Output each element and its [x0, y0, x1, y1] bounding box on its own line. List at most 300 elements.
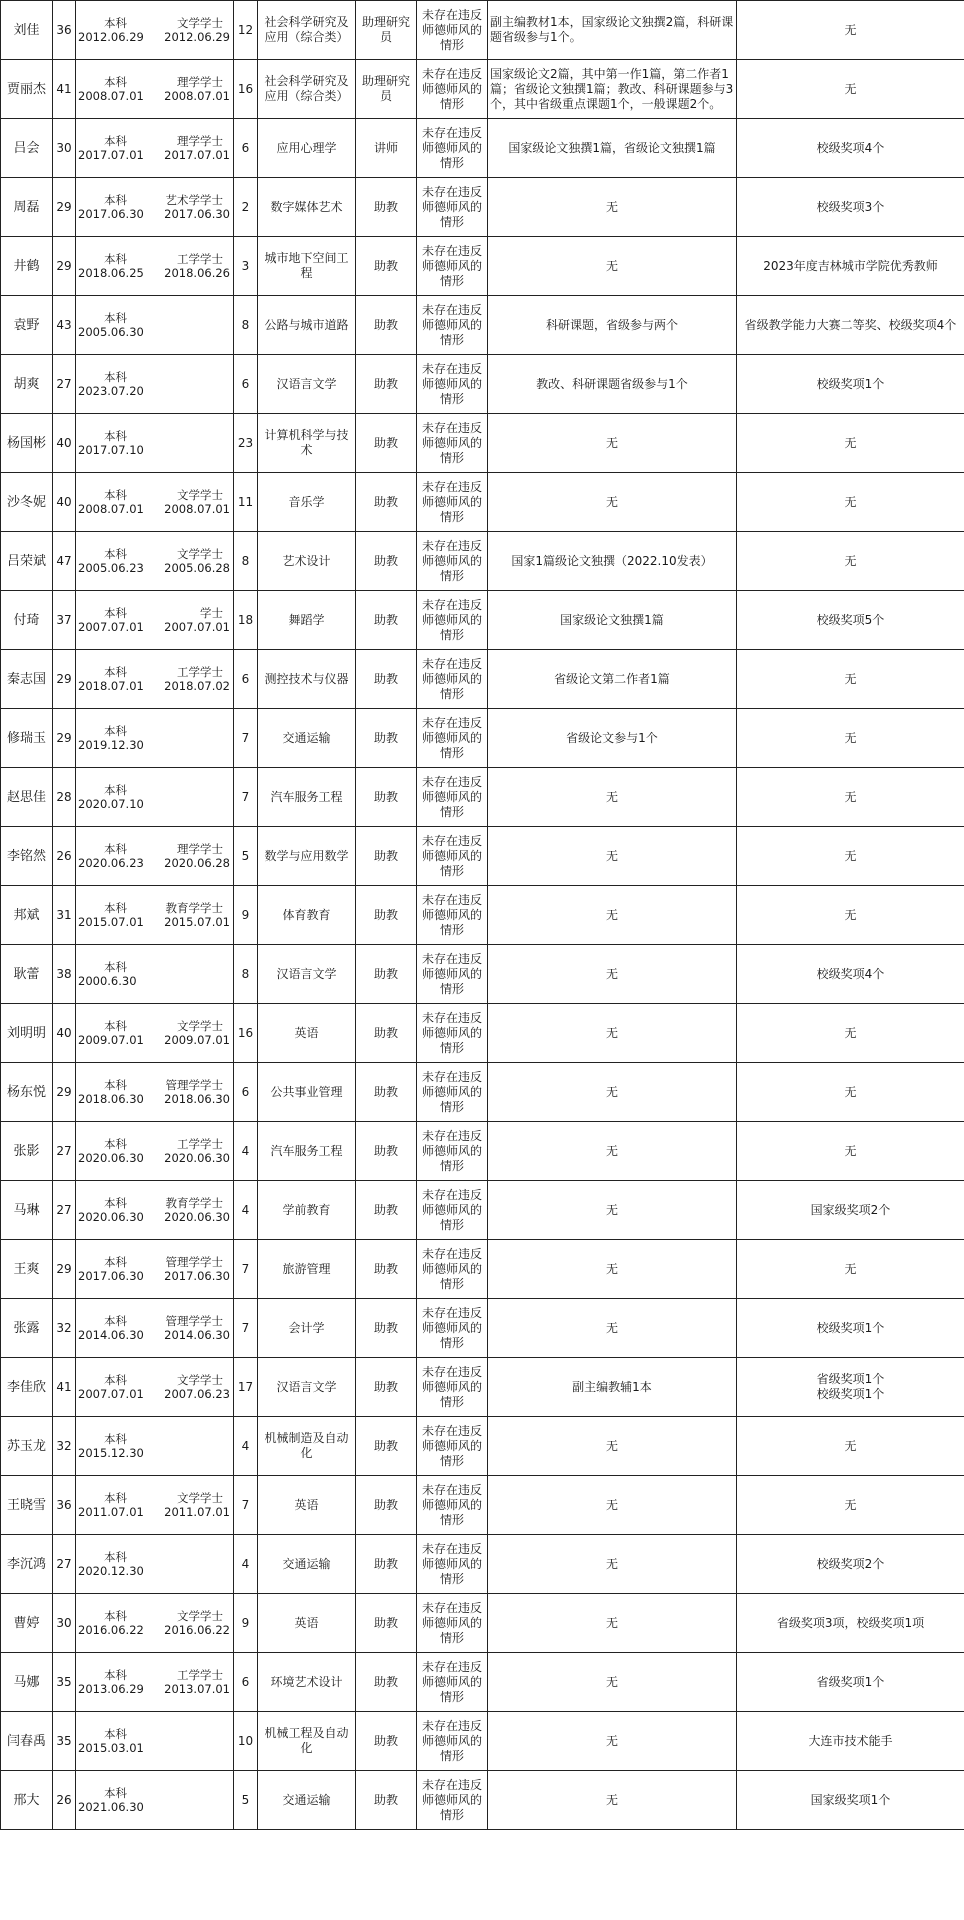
degree-level: 本科 [104, 75, 127, 89]
education-cell [76, 532, 234, 591]
years-cell: 4 [234, 1417, 258, 1476]
title-cell: 助教 [356, 473, 417, 532]
table-row [1, 1535, 964, 1594]
graduation-date: 2018.07.01 [78, 679, 144, 693]
age-cell: 27 [53, 1535, 76, 1594]
education-cell [76, 945, 234, 1004]
degree-level: 本科 [104, 960, 127, 974]
name-cell: 王晓雪 [1, 1476, 53, 1535]
degree-level: 本科 [104, 1373, 127, 1387]
education-cell [76, 886, 234, 945]
education-cell [76, 709, 234, 768]
degree-date: 2018.06.26 [164, 266, 230, 280]
research-cell: 无 [488, 1476, 737, 1535]
degree-type: 文学学士 [177, 488, 223, 502]
ethics-cell: 未存在违反师德师风的情形 [417, 1, 488, 60]
years-cell: 4 [234, 1122, 258, 1181]
years-cell: 8 [234, 945, 258, 1004]
degree-type: 学士 [200, 606, 223, 620]
degree-type: 教育学学士 [165, 901, 223, 915]
degree-level: 本科 [104, 1019, 127, 1033]
awards-cell: 2023年度吉林城市学院优秀教师 [737, 237, 964, 296]
table-row [1, 591, 964, 650]
title-cell: 讲师 [356, 119, 417, 178]
degree-date: 2015.07.01 [164, 915, 230, 929]
degree-level: 本科 [104, 1314, 127, 1328]
table-row [1, 1594, 964, 1653]
awards-cell: 校级奖项5个 [737, 591, 964, 650]
title-cell: 助教 [356, 1712, 417, 1771]
major-cell: 数学与应用数学 [258, 827, 356, 886]
graduation-date: 2017.07.10 [78, 443, 144, 457]
table-row [1, 1476, 964, 1535]
table-row [1, 532, 964, 591]
awards-cell: 省级奖项1个 [737, 1653, 964, 1712]
age-cell: 41 [53, 60, 76, 119]
research-cell: 无 [488, 1004, 737, 1063]
years-cell: 5 [234, 827, 258, 886]
age-cell: 41 [53, 1358, 76, 1417]
research-cell: 无 [488, 827, 737, 886]
degree-date: 2020.06.28 [164, 856, 230, 870]
major-cell: 汽车服务工程 [258, 1122, 356, 1181]
degree-level: 本科 [104, 429, 127, 443]
research-cell: 国家级论文独撰1篇 [488, 591, 737, 650]
degree-type: 管理学学士 [165, 1078, 223, 1092]
years-cell: 16 [234, 60, 258, 119]
age-cell: 43 [53, 296, 76, 355]
graduation-date: 2020.12.30 [78, 1564, 144, 1578]
graduation-date: 2017.06.30 [78, 207, 144, 221]
ethics-cell: 未存在违反师德师风的情形 [417, 414, 488, 473]
age-cell: 36 [53, 1, 76, 60]
graduation-date: 2007.07.01 [78, 1387, 144, 1401]
degree-level: 本科 [104, 665, 127, 679]
graduation-date: 2015.12.30 [78, 1446, 144, 1460]
major-cell: 艺术设计 [258, 532, 356, 591]
degree-level: 本科 [104, 842, 127, 856]
major-cell: 汉语言文学 [258, 355, 356, 414]
degree-level: 本科 [104, 488, 127, 502]
name-cell: 杨国彬 [1, 414, 53, 473]
degree-type: 教育学学士 [165, 1196, 223, 1210]
name-cell: 修瑞玉 [1, 709, 53, 768]
major-cell: 学前教育 [258, 1181, 356, 1240]
degree-type: 理学学士 [177, 134, 223, 148]
education-cell [76, 414, 234, 473]
years-cell: 7 [234, 1476, 258, 1535]
years-cell: 7 [234, 1240, 258, 1299]
education-cell [76, 355, 234, 414]
degree-date: 2012.06.29 [164, 30, 230, 44]
name-cell: 马娜 [1, 1653, 53, 1712]
awards-cell: 省级奖项3项，校级奖项1项 [737, 1594, 964, 1653]
title-cell: 助教 [356, 178, 417, 237]
ethics-cell: 未存在违反师德师风的情形 [417, 1535, 488, 1594]
table-row [1, 1004, 964, 1063]
education-cell [76, 1063, 234, 1122]
awards-cell: 校级奖项4个 [737, 119, 964, 178]
awards-cell: 无 [737, 709, 964, 768]
age-cell: 30 [53, 119, 76, 178]
years-cell: 4 [234, 1181, 258, 1240]
title-cell: 助教 [356, 1535, 417, 1594]
degree-date: 2014.06.30 [164, 1328, 230, 1342]
years-cell: 6 [234, 119, 258, 178]
awards-cell: 无 [737, 1, 964, 60]
degree-type: 文学学士 [177, 1491, 223, 1505]
education-cell [76, 1535, 234, 1594]
education-cell [76, 1771, 234, 1830]
age-cell: 29 [53, 709, 76, 768]
graduation-date: 2020.06.30 [78, 1151, 144, 1165]
title-cell: 助教 [356, 945, 417, 1004]
degree-date: 2017.06.30 [164, 207, 230, 221]
major-cell: 社会科学研究及应用（综合类） [258, 60, 356, 119]
title-cell: 助教 [356, 1122, 417, 1181]
ethics-cell: 未存在违反师德师风的情形 [417, 296, 488, 355]
degree-type: 文学学士 [177, 547, 223, 561]
major-cell: 测控技术与仪器 [258, 650, 356, 709]
name-cell: 杨东悦 [1, 1063, 53, 1122]
degree-date: 2007.07.01 [164, 620, 230, 634]
ethics-cell: 未存在违反师德师风的情形 [417, 60, 488, 119]
name-cell: 周磊 [1, 178, 53, 237]
education-cell [76, 1594, 234, 1653]
graduation-date: 2019.12.30 [78, 738, 144, 752]
table-row [1, 1771, 964, 1830]
years-cell: 11 [234, 473, 258, 532]
name-cell: 胡爽 [1, 355, 53, 414]
table-row [1, 296, 964, 355]
research-cell: 无 [488, 237, 737, 296]
age-cell: 29 [53, 1240, 76, 1299]
research-cell: 国家级论文独撰1篇，省级论文独撰1篇 [488, 119, 737, 178]
degree-level: 本科 [104, 724, 127, 738]
title-cell: 助教 [356, 886, 417, 945]
years-cell: 4 [234, 1535, 258, 1594]
awards-cell: 无 [737, 1122, 964, 1181]
years-cell: 9 [234, 886, 258, 945]
graduation-date: 2008.07.01 [78, 502, 144, 516]
education-cell [76, 1653, 234, 1712]
major-cell: 会计学 [258, 1299, 356, 1358]
major-cell: 公共事业管理 [258, 1063, 356, 1122]
age-cell: 27 [53, 1181, 76, 1240]
ethics-cell: 未存在违反师德师风的情形 [417, 945, 488, 1004]
title-cell: 助教 [356, 532, 417, 591]
ethics-cell: 未存在违反师德师风的情形 [417, 768, 488, 827]
table-row [1, 1417, 964, 1476]
research-cell: 无 [488, 1063, 737, 1122]
title-cell: 助教 [356, 709, 417, 768]
degree-type: 工学学士 [177, 665, 223, 679]
ethics-cell: 未存在违反师德师风的情形 [417, 709, 488, 768]
degree-level: 本科 [104, 1255, 127, 1269]
age-cell: 37 [53, 591, 76, 650]
major-cell: 英语 [258, 1476, 356, 1535]
research-cell: 科研课题，省级参与两个 [488, 296, 737, 355]
degree-date: 2011.07.01 [164, 1505, 230, 1519]
research-cell: 无 [488, 886, 737, 945]
major-cell: 交通运输 [258, 1535, 356, 1594]
major-cell: 音乐学 [258, 473, 356, 532]
degree-type: 理学学士 [177, 842, 223, 856]
table-row [1, 650, 964, 709]
table-row [1, 60, 964, 119]
years-cell: 7 [234, 709, 258, 768]
name-cell: 刘佳 [1, 1, 53, 60]
graduation-date: 2007.07.01 [78, 620, 144, 634]
years-cell: 6 [234, 1653, 258, 1712]
research-cell: 无 [488, 945, 737, 1004]
graduation-date: 2013.06.29 [78, 1682, 144, 1696]
ethics-cell: 未存在违反师德师风的情形 [417, 237, 488, 296]
research-cell: 无 [488, 1122, 737, 1181]
age-cell: 31 [53, 886, 76, 945]
table-row [1, 237, 964, 296]
table-row [1, 1181, 964, 1240]
awards-cell: 无 [737, 60, 964, 119]
name-cell: 马琳 [1, 1181, 53, 1240]
table-row [1, 119, 964, 178]
age-cell: 26 [53, 827, 76, 886]
research-cell: 副主编教辅1本 [488, 1358, 737, 1417]
awards-cell: 校级奖项2个 [737, 1535, 964, 1594]
table-row [1, 827, 964, 886]
research-cell: 无 [488, 1653, 737, 1712]
title-cell: 助教 [356, 1476, 417, 1535]
research-cell: 教改、科研课题省级参与1个 [488, 355, 737, 414]
awards-cell: 无 [737, 1476, 964, 1535]
age-cell: 27 [53, 355, 76, 414]
table-row [1, 1653, 964, 1712]
awards-cell: 无 [737, 1417, 964, 1476]
awards-cell: 校级奖项1个 [737, 355, 964, 414]
degree-level: 本科 [104, 1668, 127, 1682]
degree-date: 2018.06.30 [164, 1092, 230, 1106]
years-cell: 7 [234, 768, 258, 827]
years-cell: 3 [234, 237, 258, 296]
degree-date: 2005.06.28 [164, 561, 230, 575]
years-cell: 10 [234, 1712, 258, 1771]
graduation-date: 2009.07.01 [78, 1033, 144, 1047]
age-cell: 29 [53, 650, 76, 709]
table-row [1, 709, 964, 768]
title-cell: 助教 [356, 1358, 417, 1417]
name-cell: 李佳欣 [1, 1358, 53, 1417]
degree-level: 本科 [104, 193, 127, 207]
age-cell: 40 [53, 473, 76, 532]
education-cell [76, 1240, 234, 1299]
name-cell: 袁野 [1, 296, 53, 355]
degree-level: 本科 [104, 1727, 127, 1741]
graduation-date: 2015.07.01 [78, 915, 144, 929]
research-cell: 无 [488, 1240, 737, 1299]
ethics-cell: 未存在违反师德师风的情形 [417, 473, 488, 532]
ethics-cell: 未存在违反师德师风的情形 [417, 650, 488, 709]
ethics-cell: 未存在违反师德师风的情形 [417, 1063, 488, 1122]
title-cell: 助教 [356, 1004, 417, 1063]
age-cell: 27 [53, 1122, 76, 1181]
major-cell: 城市地下空间工程 [258, 237, 356, 296]
degree-date: 2007.06.23 [164, 1387, 230, 1401]
degree-type: 工学学士 [177, 1137, 223, 1151]
awards-cell: 国家级奖项1个 [737, 1771, 964, 1830]
education-cell [76, 827, 234, 886]
table-row [1, 1240, 964, 1299]
awards-cell: 大连市技术能手 [737, 1712, 964, 1771]
years-cell: 8 [234, 296, 258, 355]
degree-type: 文学学士 [177, 1373, 223, 1387]
graduation-date: 2020.06.30 [78, 1210, 144, 1224]
major-cell: 旅游管理 [258, 1240, 356, 1299]
degree-level: 本科 [104, 252, 127, 266]
education-cell [76, 1417, 234, 1476]
graduation-date: 2015.03.01 [78, 1741, 144, 1755]
name-cell: 井鹤 [1, 237, 53, 296]
awards-cell: 无 [737, 886, 964, 945]
ethics-cell: 未存在违反师德师风的情形 [417, 532, 488, 591]
education-cell [76, 1, 234, 60]
awards-cell: 无 [737, 473, 964, 532]
research-cell: 国家级论文2篇，其中第一作1篇，第二作者1篇；省级论文独撰1篇；教改、科研课题参与3个，其中省级重点课题1个，一般课题2个。 [488, 60, 737, 119]
name-cell: 吕会 [1, 119, 53, 178]
major-cell: 汉语言文学 [258, 945, 356, 1004]
ethics-cell: 未存在违反师德师风的情形 [417, 119, 488, 178]
major-cell: 应用心理学 [258, 119, 356, 178]
research-cell: 无 [488, 1712, 737, 1771]
degree-level: 本科 [104, 1078, 127, 1092]
awards-cell: 无 [737, 1240, 964, 1299]
ethics-cell: 未存在违反师德师风的情形 [417, 1358, 488, 1417]
graduation-date: 2018.06.30 [78, 1092, 144, 1106]
degree-type: 文学学士 [177, 16, 223, 30]
ethics-cell: 未存在违反师德师风的情形 [417, 1299, 488, 1358]
age-cell: 47 [53, 532, 76, 591]
graduation-date: 2017.06.30 [78, 1269, 144, 1283]
name-cell: 沙冬妮 [1, 473, 53, 532]
degree-type: 工学学士 [177, 1668, 223, 1682]
years-cell: 16 [234, 1004, 258, 1063]
name-cell: 张影 [1, 1122, 53, 1181]
name-cell: 张露 [1, 1299, 53, 1358]
ethics-cell: 未存在违反师德师风的情形 [417, 1004, 488, 1063]
age-cell: 35 [53, 1653, 76, 1712]
age-cell: 40 [53, 414, 76, 473]
title-cell: 助教 [356, 355, 417, 414]
title-cell: 助教 [356, 827, 417, 886]
degree-level: 本科 [104, 1196, 127, 1210]
degree-level: 本科 [104, 1786, 127, 1800]
name-cell: 邦斌 [1, 886, 53, 945]
age-cell: 32 [53, 1299, 76, 1358]
graduation-date: 2016.06.22 [78, 1623, 144, 1637]
table-row [1, 1063, 964, 1122]
ethics-cell: 未存在违反师德师风的情形 [417, 1771, 488, 1830]
awards-cell: 无 [737, 1063, 964, 1122]
research-cell: 无 [488, 473, 737, 532]
graduation-date: 2023.07.20 [78, 384, 144, 398]
research-cell: 无 [488, 1771, 737, 1830]
education-cell [76, 1181, 234, 1240]
awards-cell: 校级奖项4个 [737, 945, 964, 1004]
title-cell: 助教 [356, 1063, 417, 1122]
table-row [1, 414, 964, 473]
graduation-date: 2005.06.30 [78, 325, 144, 339]
degree-level: 本科 [104, 311, 127, 325]
age-cell: 32 [53, 1417, 76, 1476]
degree-type: 工学学士 [177, 252, 223, 266]
degree-date: 2017.06.30 [164, 1269, 230, 1283]
degree-date: 2009.07.01 [164, 1033, 230, 1047]
degree-level: 本科 [104, 606, 127, 620]
title-cell: 助教 [356, 1653, 417, 1712]
ethics-cell: 未存在违反师德师风的情形 [417, 1653, 488, 1712]
table-row [1, 1299, 964, 1358]
major-cell: 交通运输 [258, 1771, 356, 1830]
degree-type: 文学学士 [177, 1609, 223, 1623]
education-cell [76, 1712, 234, 1771]
table-row [1, 768, 964, 827]
research-cell: 无 [488, 1594, 737, 1653]
awards-cell: 无 [737, 827, 964, 886]
years-cell: 17 [234, 1358, 258, 1417]
major-cell: 环境艺术设计 [258, 1653, 356, 1712]
name-cell: 赵思佳 [1, 768, 53, 827]
name-cell: 闫春禹 [1, 1712, 53, 1771]
years-cell: 5 [234, 1771, 258, 1830]
research-cell: 副主编教材1本，国家级论文独撰2篇，科研课题省级参与1个。 [488, 1, 737, 60]
major-cell: 计算机科学与技术 [258, 414, 356, 473]
table-row [1, 355, 964, 414]
name-cell: 李沉鸿 [1, 1535, 53, 1594]
graduation-date: 2017.07.01 [78, 148, 144, 162]
title-cell: 助教 [356, 1181, 417, 1240]
ethics-cell: 未存在违反师德师风的情形 [417, 1712, 488, 1771]
title-cell: 助理研究员 [356, 1, 417, 60]
graduation-date: 2014.06.30 [78, 1328, 144, 1342]
ethics-cell: 未存在违反师德师风的情形 [417, 1594, 488, 1653]
table-row [1, 1122, 964, 1181]
age-cell: 29 [53, 178, 76, 237]
awards-cell: 无 [737, 414, 964, 473]
title-cell: 助教 [356, 237, 417, 296]
table-row [1, 1, 964, 60]
ethics-cell: 未存在违反师德师风的情形 [417, 827, 488, 886]
awards-cell: 无 [737, 532, 964, 591]
education-cell [76, 1299, 234, 1358]
years-cell: 6 [234, 650, 258, 709]
title-cell: 助理研究员 [356, 60, 417, 119]
degree-level: 本科 [104, 547, 127, 561]
degree-level: 本科 [104, 783, 127, 797]
title-cell: 助教 [356, 296, 417, 355]
years-cell: 23 [234, 414, 258, 473]
major-cell: 英语 [258, 1004, 356, 1063]
education-cell [76, 473, 234, 532]
degree-level: 本科 [104, 1137, 127, 1151]
research-cell: 无 [488, 1181, 737, 1240]
title-cell: 助教 [356, 1417, 417, 1476]
table-row [1, 886, 964, 945]
years-cell: 7 [234, 1299, 258, 1358]
ethics-cell: 未存在违反师德师风的情形 [417, 1240, 488, 1299]
graduation-date: 2018.06.25 [78, 266, 144, 280]
ethics-cell: 未存在违反师德师风的情形 [417, 1476, 488, 1535]
research-cell: 无 [488, 414, 737, 473]
age-cell: 29 [53, 1063, 76, 1122]
